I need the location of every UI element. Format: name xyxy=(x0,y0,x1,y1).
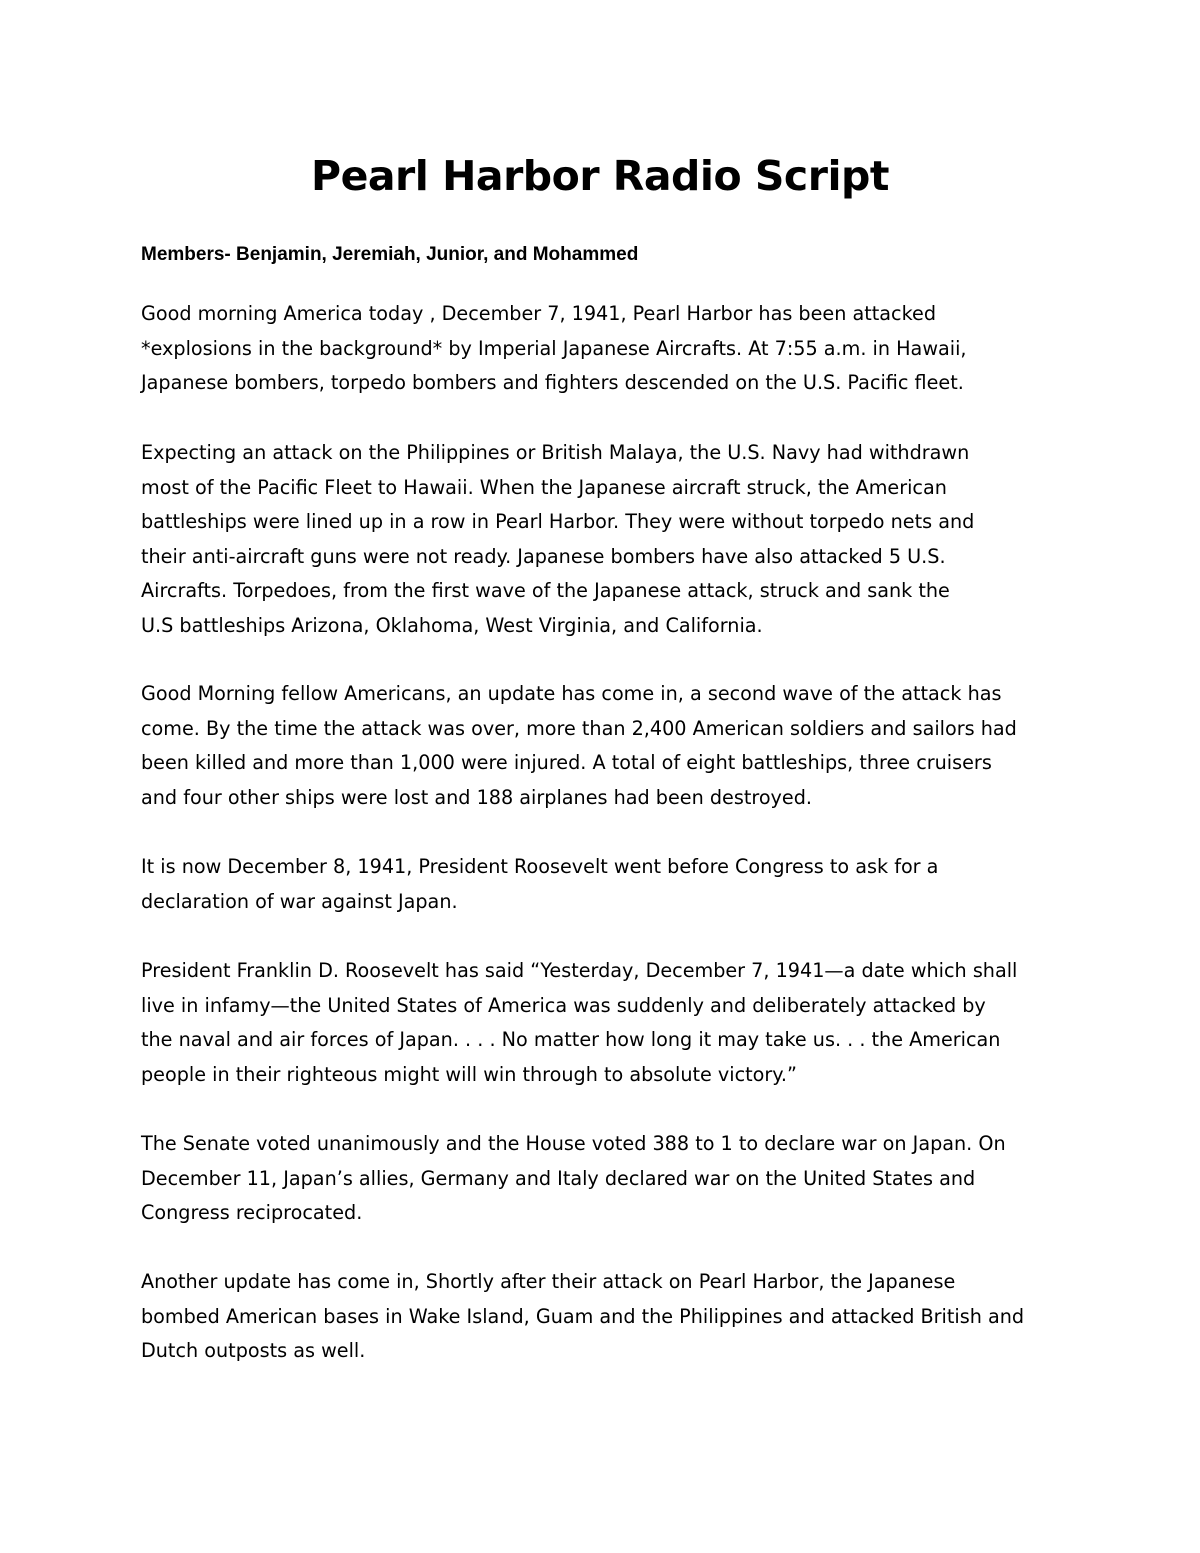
paragraph-line: The Senate voted unanimously and the House voted 388 to 1 to declare war on Japan. On xyxy=(141,1132,1006,1155)
paragraph-line: people in their righteous might will win through to absolute victory.” xyxy=(141,1062,797,1086)
paragraph-line: and four other ships were lost and 188 airplanes had been destroyed. xyxy=(141,785,812,809)
paragraph-line: Good Morning fellow Americans, an update has come in, a second wave of the attack has xyxy=(141,682,1002,705)
paragraph-line: Dutch outposts as well. xyxy=(141,1339,366,1363)
paragraph-line: Congress reciprocated. xyxy=(141,1201,363,1225)
paragraph-6 xyxy=(141,1127,1071,1231)
paragraph-line: bombed American bases in Wake Island, Guam and the Philippines and attacked British and xyxy=(141,1304,1025,1328)
paragraph-line: *explosions in the background* by Imperial Japanese Aircrafts. At 7:55 a.m. in Hawaii, xyxy=(141,336,967,360)
paragraph-3 xyxy=(141,677,1071,815)
paragraph-line: U.S battleships Arizona, Oklahoma, West Virginia, and California. xyxy=(141,613,763,637)
paragraph-line: President Franklin D. Roosevelt has said “Yesterday, December 7, 1941—a date which shall xyxy=(141,959,1018,982)
paragraph-line: It is now December 8, 1941, President Roosevelt went before Congress to ask for a xyxy=(141,855,939,878)
paragraph-4 xyxy=(141,850,1071,919)
paragraph-line: the naval and air forces of Japan. . . . No matter how long it may take us. . . the American xyxy=(141,1028,1001,1052)
paragraph-line: December 11, Japan’s allies, Germany and Italy declared war on the United States and xyxy=(141,1166,976,1190)
paragraph-line: come. By the time the attack was over, more than 2,400 American soldiers and sailors had xyxy=(141,716,1017,740)
paragraph-line: Good morning America today , December 7, 1941, Pearl Harbor has been attacked xyxy=(141,302,937,325)
paragraph-2 xyxy=(141,436,1071,644)
paragraph-1 xyxy=(141,297,1071,401)
paragraph-line: Japanese bombers, torpedo bombers and fighters descended on the U.S. Pacific fleet. xyxy=(141,371,964,395)
paragraph-line: their anti-aircraft guns were not ready. Japanese bombers have also attacked 5 U.S. xyxy=(141,544,946,568)
members-line: Members- Benjamin, Jeremiah, Junior, and Mohammed xyxy=(141,244,639,265)
paragraph-line: Expecting an attack on the Philippines or British Malaya, the U.S. Navy had withdrawn xyxy=(141,441,970,464)
paragraph-line: live in infamy—the United States of America was suddenly and deliberately attacked by xyxy=(141,993,986,1017)
paragraph-line: declaration of war against Japan. xyxy=(141,889,458,913)
paragraph-line: been killed and more than 1,000 were injured. A total of eight battleships, three cruisers xyxy=(141,751,992,775)
paragraph-5 xyxy=(141,954,1071,1092)
paragraph-7 xyxy=(141,1265,1071,1369)
paragraph-line: Aircrafts. Torpedoes, from the first wave of the Japanese attack, struck and sank the xyxy=(141,579,950,603)
paragraph-line: most of the Pacific Fleet to Hawaii. When the Japanese aircraft struck, the American xyxy=(141,475,947,499)
paragraph-line: Another update has come in, Shortly after their attack on Pearl Harbor, the Japanese xyxy=(141,1270,956,1293)
paragraph-line: battleships were lined up in a row in Pearl Harbor. They were without torpedo nets and xyxy=(141,510,975,534)
document-title: Pearl Harbor Radio Script xyxy=(311,152,889,200)
